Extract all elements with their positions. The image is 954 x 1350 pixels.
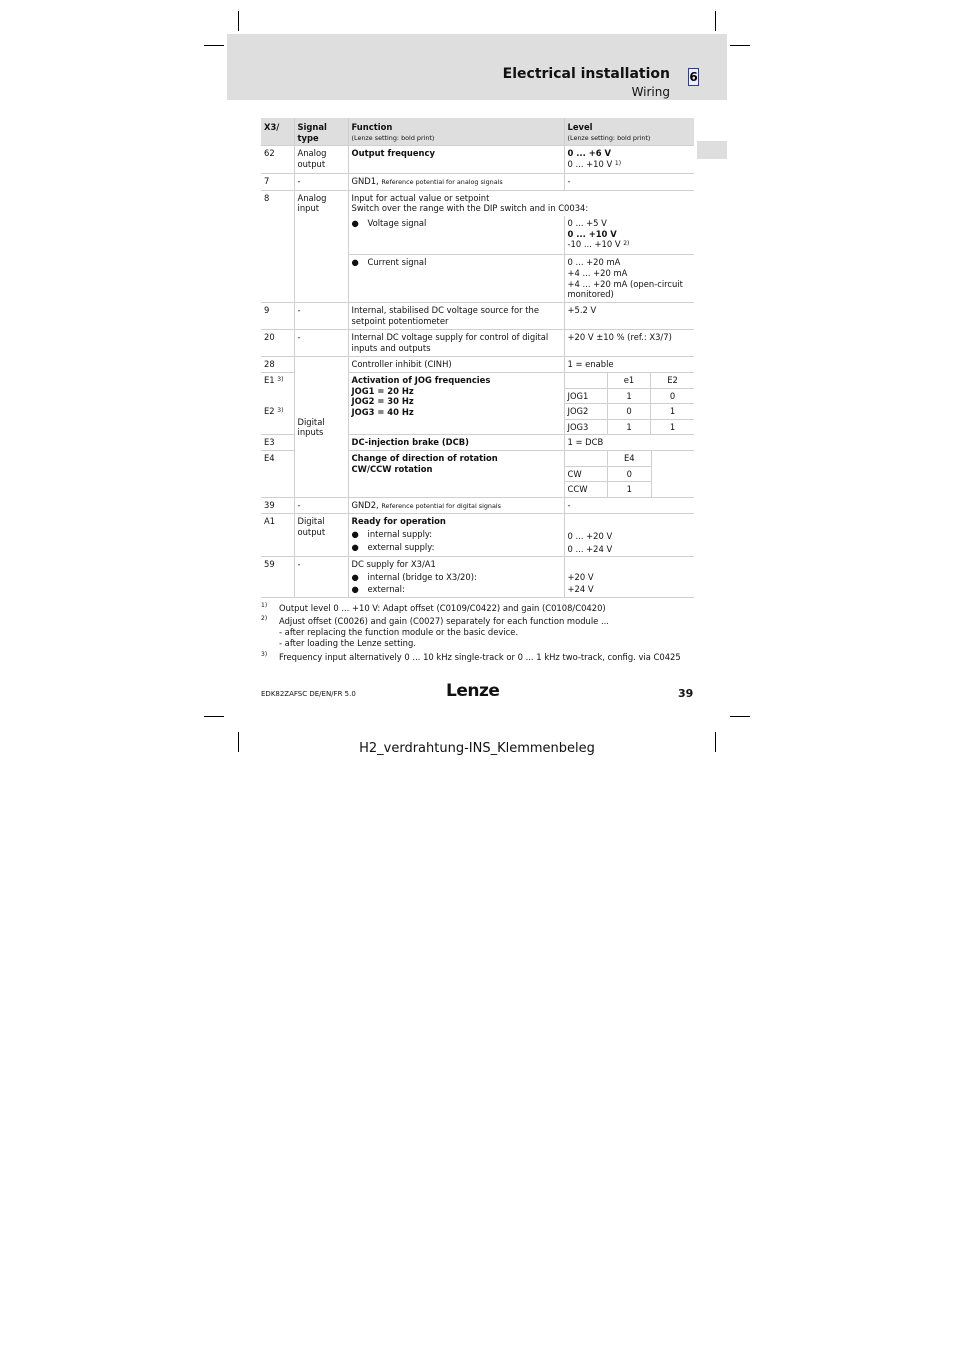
table-row: 7 - GND1, Reference potential for analog signals - (261, 174, 694, 191)
table-row: A1 Digital output Ready for operation ● internal supply: ● external supply: 0 ... +20 V 0 ... +24 V (261, 514, 694, 557)
header-signal-type: Signal type (294, 118, 348, 146)
table-row: 62 Analog output Output frequency 0 ... +6 V 0 ... +10 V $^{1)}$ (261, 146, 694, 174)
digital-inputs-label: Digital inputs (294, 357, 348, 497)
page-title: Electrical installation (502, 66, 670, 82)
crop-mark (204, 716, 224, 717)
header-level: Level (Lenze setting: bold print) (564, 118, 694, 146)
document-code: EDK82ZAFSC DE/EN/FR 5.0 (261, 690, 356, 698)
lenze-logo: Lenze (446, 681, 500, 701)
table-row: 39 - GND2, Reference potential for digital signals - (261, 497, 694, 514)
table-row: E3 DC-injection brake (DCB) 1 = DCB (261, 435, 694, 451)
table-row: E4 Change of direction of rotation CW/CCW rotation E4 CW 0 CCW 1 (261, 451, 694, 498)
table-header (261, 118, 694, 146)
table-row: ● Voltage signal 0 ... +5 V 0 ... +10 V -10 ... +10 V $^{2)}$ (261, 216, 694, 255)
crop-mark (730, 45, 750, 46)
table-row: 28 Digital inputs Controller inhibit (CINH) 1 = enable (261, 357, 694, 373)
table-row: 20 - Internal DC voltage supply for control of digital inputs and outputs +20 V ±10 % (ref.: X3/7) (261, 330, 694, 357)
header-x3: X3/ (261, 118, 294, 146)
terminal-table (261, 118, 694, 598)
table-row: 59 - DC supply for X3/A1 ● internal (bridge to X3/20): ● external: +20 V +24 V (261, 557, 694, 598)
side-tab (697, 141, 727, 159)
page-subtitle: Wiring (631, 85, 670, 99)
table-row: 9 - Internal, stabilised DC voltage source for the setpoint potentiometer +5.2 V (261, 303, 694, 330)
file-label: H2_verdrahtung-INS_Klemmenbeleg (359, 741, 595, 756)
rotation-truth-table: E4 CW 0 CCW 1 (565, 451, 652, 497)
jog-truth-table: e1 E2 JOG1 1 0 JOG2 0 1 JOG3 1 1 (565, 373, 695, 434)
crop-mark (715, 11, 716, 31)
crop-mark (238, 11, 239, 31)
chapter-number: 6 (689, 70, 698, 84)
table-row: 8 Analog input Input for actual value or setpoint Switch over the range with the DIP switch and in C0034: (261, 190, 694, 216)
table-row: E1 $^{3)}$ E2 $^{3)}$ Activation of JOG frequencies JOG1 = 20 Hz JOG2 = 30 Hz JOG3 = 40 Hz e1 E2 JOG1 1 0 JOG2 0 1 JOG3 1 1 (261, 373, 694, 435)
header-function: Function (Lenze setting: bold print) (348, 118, 564, 146)
crop-mark (730, 716, 750, 717)
table-row: ● Current signal 0 ... +20 mA +4 ... +20 mA +4 ... +20 mA (open-circuit monitored) (261, 255, 694, 303)
page-number: 39 (678, 687, 694, 700)
crop-mark (204, 45, 224, 46)
